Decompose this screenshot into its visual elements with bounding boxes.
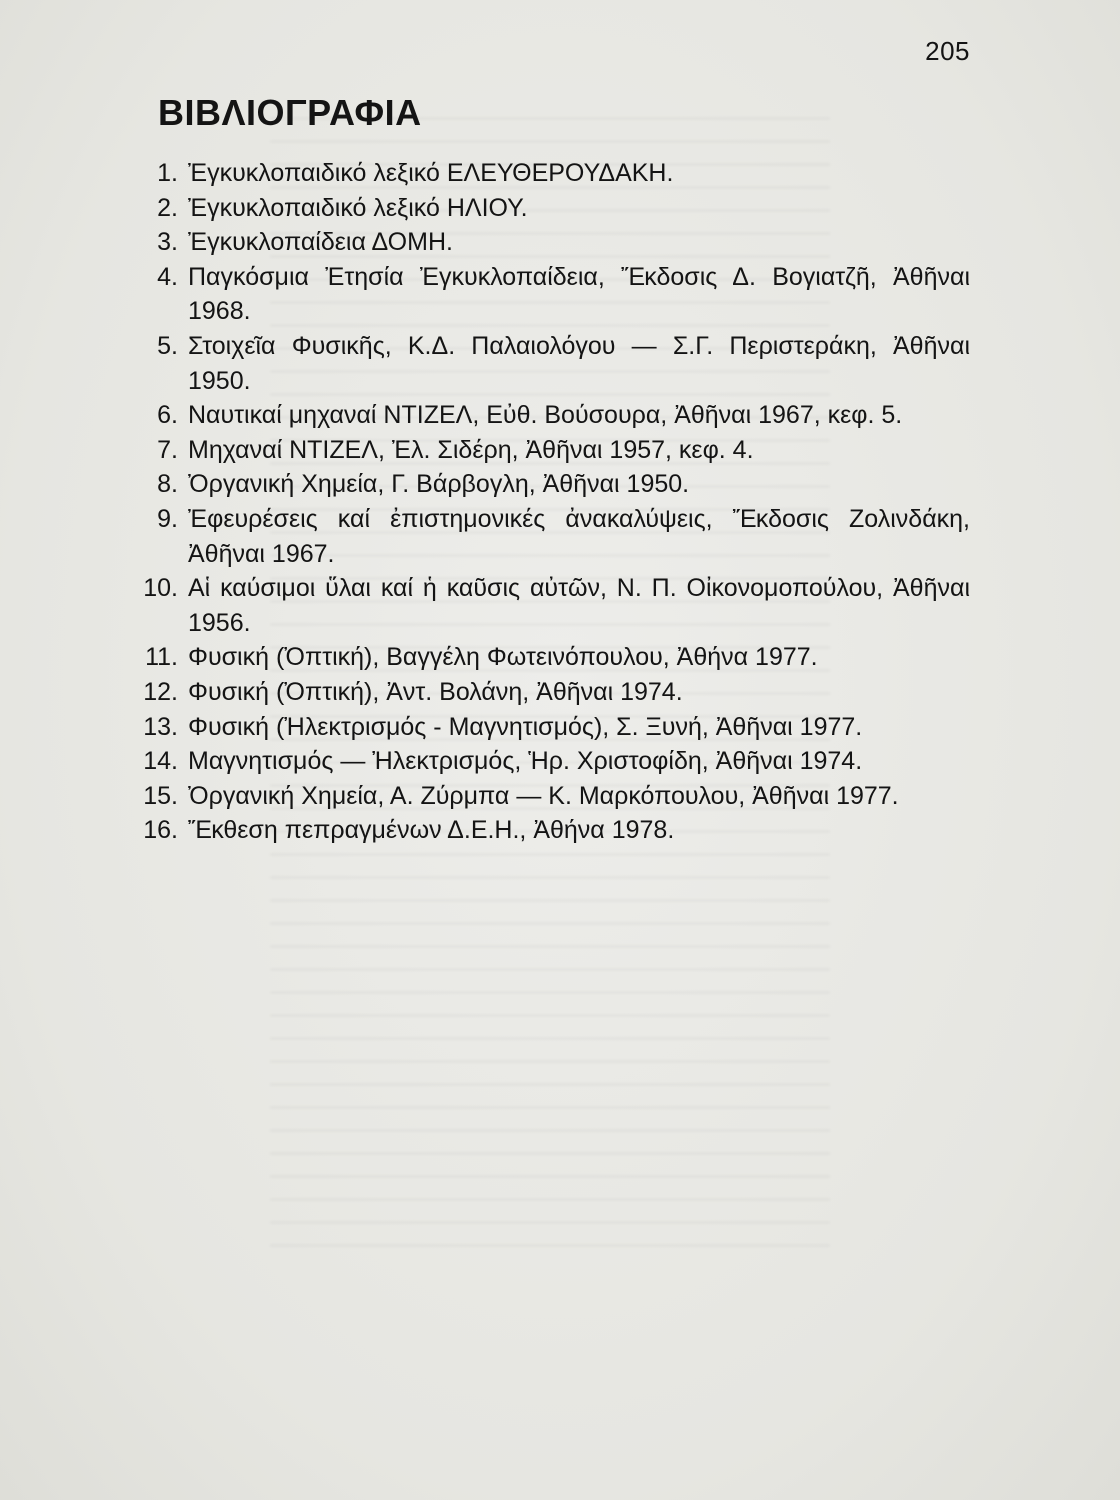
entry-number: 5. (157, 331, 178, 360)
entry-text: Μαγνητισμός — Ἠλεκτρισμός, Ἡρ. Χριστοφίδη, Ἀθῆναι 1974. (188, 747, 863, 776)
entry-text: Ἐγκυκλοπαιδικό λεξικό ΗΛΙΟΥ. (188, 193, 528, 222)
bibliography-entry (130, 156, 970, 191)
entry-text: Ὀργανική Χημεία, Γ. Βάρβογλη, Ἀθῆναι 1950. (188, 470, 690, 499)
entry-number: 14. (143, 747, 178, 776)
entry-text: Μηχαναί ΝΤΙΖΕΛ, Ἐλ. Σιδέρη, Ἀθῆναι 1957, κεφ. 4. (188, 435, 754, 464)
bibliography-entry (130, 329, 970, 398)
entry-text: Ἐφευρέσεις καί ἐπιστημονικές ἀνακαλύψεις, Ἔκδοσις Ζολινδάκη, Ἀθῆναι 1967. (188, 504, 970, 568)
entry-number: 1. (157, 159, 178, 187)
entry-number: 12. (143, 677, 178, 706)
entry-number: 7. (157, 435, 178, 464)
entry-number: 13. (143, 712, 178, 741)
entry-text: Παγκόσμια Ἐτησία Ἐγκυκλοπαίδεια, Ἔκδοσις Δ. Βογιατζῆ, Ἀθῆναι 1968. (188, 262, 970, 326)
entry-text: Ἔκθεση πεπραγμένων Δ.Ε.Η., Ἀθήνα 1978. (188, 816, 675, 845)
bibliography-entry (130, 779, 970, 814)
bibliography-entry (130, 710, 970, 745)
bibliography-entry (130, 260, 970, 329)
entry-number: 6. (157, 401, 178, 430)
entry-text: Ὀργανική Χημεία, Α. Ζύρμπα — Κ. Μαρκόπουλου, Ἀθῆναι 1977. (188, 781, 899, 810)
entry-number: 2. (157, 193, 178, 222)
entry-text: Στοιχεῖα Φυσικῆς, Κ.Δ. Παλαιολόγου — Σ.Γ. Περιστεράκη, Ἀθῆναι 1950. (188, 331, 970, 395)
bibliography-entry (130, 744, 970, 779)
bibliography-entry (130, 813, 970, 848)
entry-number: 9. (157, 504, 178, 533)
entry-text: Φυσική (Ἠλεκτρισμός - Μαγνητισμός), Σ. Ξυνή, Ἀθῆναι 1977. (188, 712, 863, 741)
entry-number: 8. (157, 470, 178, 499)
entry-number: 15. (143, 781, 178, 810)
entry-text: Ἐγκυκλοπαιδικό λεξικό ΕΛΕΥΘΕΡΟΥΔΑΚΗ. (188, 159, 674, 187)
entry-text: Ναυτικαί μηχαναί ΝΤΙΖΕΛ, Εὐθ. Βούσουρα, Ἀθῆναι 1967, κεφ. 5. (188, 401, 903, 430)
entry-text: Φυσική (Ὀπτική), Ἀντ. Βολάνη, Ἀθῆναι 1974. (188, 677, 683, 706)
bibliography-entry (130, 675, 970, 710)
entry-number: 4. (157, 262, 178, 291)
entry-number: 3. (157, 228, 178, 257)
entry-text: Ἐγκυκλοπαίδεια ΔΟΜΗ. (188, 228, 453, 257)
bibliography-entry (130, 225, 970, 260)
entry-number: 10. (143, 574, 178, 603)
page-number: 205 (925, 36, 970, 66)
bibliography-entry (130, 640, 970, 675)
bibliography-list (130, 156, 970, 848)
bibliography-entry (130, 571, 970, 640)
entry-number: 11. (145, 643, 178, 672)
bibliography-entry (130, 433, 970, 468)
page-title: ΒΙΒΛΙΟΓΡΑΦΙΑ (158, 92, 422, 133)
bibliography-entry (130, 191, 970, 226)
entry-text: Αἱ καύσιμοι ὕλαι καί ἡ καῦσις αὐτῶν, Ν. Π. Οἰκονομοπούλου, Ἀθῆναι 1956. (188, 574, 970, 637)
bibliography-entry (130, 502, 970, 571)
bibliography-entry (130, 467, 970, 502)
bibliography-entry (130, 398, 970, 433)
entry-number: 16. (143, 816, 178, 845)
entry-text: Φυσική (Ὀπτική), Βαγγέλη Φωτεινόπουλου, Ἀθήνα 1977. (188, 643, 818, 672)
